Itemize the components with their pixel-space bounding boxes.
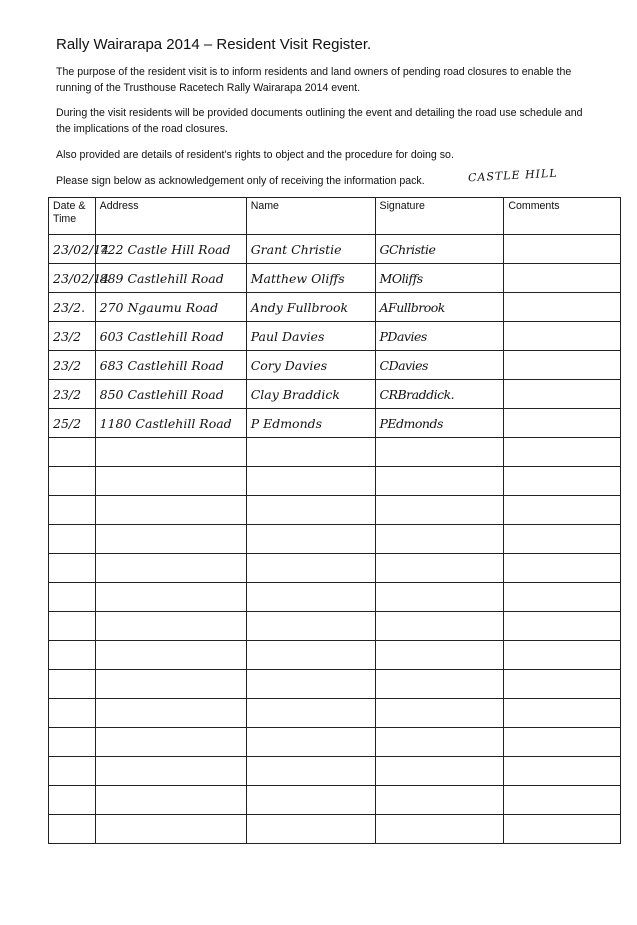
cell-comments — [504, 467, 621, 496]
cell-name — [246, 496, 375, 525]
cell-signature — [375, 728, 504, 757]
cell-date — [49, 699, 96, 728]
cell-date — [49, 815, 96, 844]
cell-date — [49, 757, 96, 786]
cell-comments — [504, 525, 621, 554]
table-row — [49, 699, 621, 728]
purpose-paragraph: The purpose of the resident visit is to inform residents and land owners of pending road closures to enable the running of the Trusthouse Racetech Rally Wairarapa 2014 event. — [56, 66, 572, 94]
cell-address — [95, 612, 246, 641]
header-date-time: Date & Time — [49, 198, 96, 235]
cell-address: 1180 Castlehill Road — [95, 409, 246, 438]
cell-address — [95, 554, 246, 583]
cell-signature: PDavies — [375, 322, 504, 351]
cell-date — [49, 728, 96, 757]
visit-register-table — [48, 197, 621, 844]
table-row — [49, 612, 621, 641]
cell-comments — [504, 728, 621, 757]
cell-signature — [375, 612, 504, 641]
table-row — [49, 525, 621, 554]
cell-signature: MOliffs — [375, 264, 504, 293]
table-row — [49, 728, 621, 757]
cell-address — [95, 757, 246, 786]
header-name: Name — [246, 198, 375, 235]
cell-signature: GChristie — [375, 235, 504, 264]
cell-signature — [375, 496, 504, 525]
cell-signature — [375, 467, 504, 496]
cell-date: 25/2 — [49, 409, 96, 438]
cell-signature — [375, 641, 504, 670]
cell-name — [246, 699, 375, 728]
cell-address — [95, 496, 246, 525]
sign-instruction: Please sign below as acknowledgement only of receiving the information pack. — [56, 175, 425, 187]
cell-signature — [375, 583, 504, 612]
cell-address — [95, 467, 246, 496]
cell-address: 850 Castlehill Road — [95, 380, 246, 409]
page-title: Rally Wairarapa 2014 – Resident Visit Register. — [56, 36, 372, 53]
cell-date — [49, 467, 96, 496]
cell-address — [95, 438, 246, 467]
cell-name — [246, 641, 375, 670]
rights-paragraph: Also provided are details of resident’s rights to object and the procedure for doing so. — [56, 149, 454, 161]
cell-address — [95, 525, 246, 554]
cell-comments — [504, 554, 621, 583]
table-row — [49, 467, 621, 496]
table-row — [49, 264, 621, 293]
cell-signature — [375, 554, 504, 583]
table-row — [49, 322, 621, 351]
cell-date: 23/2 — [49, 351, 96, 380]
header-signature: Signature — [375, 198, 504, 235]
cell-comments — [504, 583, 621, 612]
cell-signature — [375, 670, 504, 699]
cell-comments — [504, 612, 621, 641]
cell-comments — [504, 235, 621, 264]
cell-date — [49, 496, 96, 525]
cell-name: Matthew Oliffs — [246, 264, 375, 293]
table-body — [49, 235, 621, 844]
cell-date — [49, 438, 96, 467]
table-row — [49, 438, 621, 467]
cell-comments — [504, 351, 621, 380]
cell-comments — [504, 641, 621, 670]
table-row — [49, 235, 621, 264]
cell-name — [246, 467, 375, 496]
cell-comments — [504, 409, 621, 438]
cell-address: 889 Castlehill Road — [95, 264, 246, 293]
header-comments: Comments — [504, 198, 621, 235]
table-row — [49, 351, 621, 380]
header-address: Address — [95, 198, 246, 235]
cell-comments — [504, 264, 621, 293]
table-header-row — [49, 198, 621, 235]
cell-comments — [504, 322, 621, 351]
cell-comments — [504, 815, 621, 844]
cell-name — [246, 612, 375, 641]
cell-name: Cory Davies — [246, 351, 375, 380]
cell-comments — [504, 786, 621, 815]
cell-signature: PEdmonds — [375, 409, 504, 438]
cell-address: 603 Castlehill Road — [95, 322, 246, 351]
cell-name: Grant Christie — [246, 235, 375, 264]
cell-signature: CRBraddick. — [375, 380, 504, 409]
table-row — [49, 583, 621, 612]
cell-address: 722 Castle Hill Road — [95, 235, 246, 264]
table-row — [49, 496, 621, 525]
cell-name — [246, 815, 375, 844]
cell-name: Paul Davies — [246, 322, 375, 351]
cell-name — [246, 525, 375, 554]
cell-name: Clay Braddick — [246, 380, 375, 409]
table-row — [49, 670, 621, 699]
cell-name: Andy Fullbrook — [246, 293, 375, 322]
cell-comments — [504, 496, 621, 525]
cell-signature — [375, 757, 504, 786]
cell-date: 23/2 — [49, 322, 96, 351]
cell-comments — [504, 699, 621, 728]
cell-address — [95, 670, 246, 699]
cell-address: 270 Ngaumu Road — [95, 293, 246, 322]
cell-date — [49, 612, 96, 641]
cell-name — [246, 786, 375, 815]
cell-name — [246, 554, 375, 583]
cell-address — [95, 583, 246, 612]
cell-address — [95, 728, 246, 757]
cell-signature — [375, 525, 504, 554]
cell-comments — [504, 293, 621, 322]
cell-name — [246, 583, 375, 612]
cell-signature — [375, 438, 504, 467]
cell-comments — [504, 757, 621, 786]
cell-name — [246, 670, 375, 699]
cell-comments — [504, 438, 621, 467]
cell-date: 23/02/14 — [49, 235, 96, 264]
cell-signature: AFullbrook — [375, 293, 504, 322]
cell-address — [95, 815, 246, 844]
cell-date: 23/2. — [49, 293, 96, 322]
table-row — [49, 757, 621, 786]
cell-signature — [375, 786, 504, 815]
cell-name — [246, 728, 375, 757]
cell-signature: CDavies — [375, 351, 504, 380]
cell-date — [49, 554, 96, 583]
cell-address — [95, 699, 246, 728]
cell-address — [95, 786, 246, 815]
cell-name: P Edmonds — [246, 409, 375, 438]
cell-date: 23/2 — [49, 380, 96, 409]
cell-name — [246, 438, 375, 467]
documents-paragraph: During the visit residents will be provided documents outlining the event and detailing the road use schedule and the implications of the road closures. — [56, 107, 583, 135]
cell-comments — [504, 670, 621, 699]
cell-date — [49, 670, 96, 699]
cell-signature — [375, 699, 504, 728]
table-row — [49, 293, 621, 322]
table-row — [49, 641, 621, 670]
cell-address — [95, 641, 246, 670]
table-row — [49, 815, 621, 844]
cell-date: 23/02/14 — [49, 264, 96, 293]
cell-date — [49, 786, 96, 815]
table-row — [49, 380, 621, 409]
cell-signature — [375, 815, 504, 844]
table-row — [49, 786, 621, 815]
cell-name — [246, 757, 375, 786]
table-row — [49, 554, 621, 583]
table-row — [49, 409, 621, 438]
cell-address: 683 Castlehill Road — [95, 351, 246, 380]
cell-date — [49, 525, 96, 554]
handwritten-location-note: CASTLE HILL — [467, 166, 558, 185]
cell-comments — [504, 380, 621, 409]
cell-date — [49, 641, 96, 670]
cell-date — [49, 583, 96, 612]
